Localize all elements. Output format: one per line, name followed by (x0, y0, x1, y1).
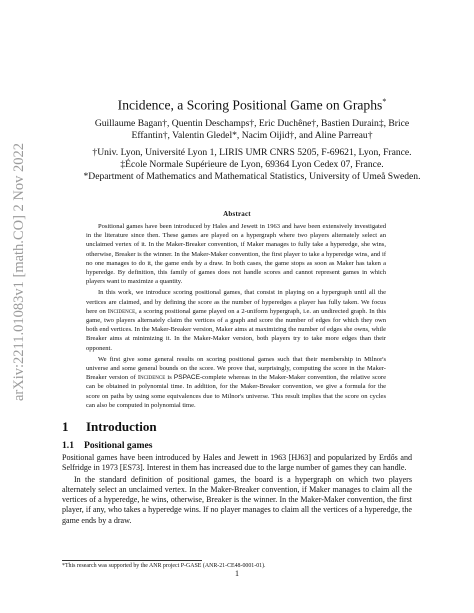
page-number: 1 (235, 569, 239, 578)
game-name: Incidence (107, 307, 136, 315)
subsection-heading (62, 440, 153, 451)
complexity-class: PSPACE (173, 374, 200, 382)
footnote: *This research was supported by the ANR project P-GASE (ANR-21-CE48-0001-01). (62, 563, 266, 569)
affiliation-list (60, 147, 444, 184)
author-list (68, 118, 436, 142)
title-footnote-mark: * (382, 97, 387, 106)
affiliation-line: ‡École Normale Supérieure de Lyon, 69364 Lyon Cedex 07, France. (120, 159, 384, 171)
footnote-rule (62, 560, 202, 561)
abstract-paragraph (86, 355, 386, 410)
author-line: Guillaume Bagan†, Quentin Deschamps†, Eric Duchêne†, Bastien Durain‡, Brice (94, 118, 410, 129)
author-line: Effantin†, Valentin Gledel*, Nacim Oijid†, and Aline Parreau† (131, 130, 373, 142)
abstract-heading: Abstract (223, 210, 251, 218)
game-name: Incidence (137, 374, 166, 382)
body-paragraph: Positional games have been introduced by Hales and Jewett in 1963 [HJ63] and popularized by Erdős and Selfridge in 1973 [ES73]. Interest in them has increased due to the large number of games they can handle. (62, 453, 412, 473)
section-number: 1 (62, 419, 69, 434)
body-paragraph: In the standard definition of positional games, the board is a hypergraph on which two players alternately select an unclaimed vertex. In the Maker-Breaker convention, if Maker manages to claim all the vertices of a hyperedge, he wins, otherwise, Breaker is the winner. In the Maker-Maker convention, the first player, if any, who takes a hyperedge wins. If no player manages to claim all the vertices of a hyperedge, the game ends by a draw. (62, 474, 412, 525)
abstract-body (86, 222, 386, 412)
paper-title (50, 93, 454, 114)
abstract-paragraph (86, 288, 386, 352)
abstract-text: , a scoring positional game played on a 2-uniform hypergraph, i.e. an undirected graph. In this game, two players alternately claim the vertices of a graph and score the number of edges for which they own both end vertices. In the Maker-Breaker version, Maker aims at maximizing the number of edges she owns, while Breaker aims at minimizing it. In the Maker-Maker version, both players try to take more edges than their opponent. (86, 307, 386, 352)
abstract-text: -complete whereas in the Maker-Maker convention, the relative score can be obtained in polynomial time. In addition, for the Maker-Breaker convention, we give a formula for the score on paths by using some equivalences due to Milnor's universe. This result implies that the score on cycles can also be computed in polynomial time. (86, 374, 387, 409)
title-text: Incidence, a Scoring Positional Game on Graphs (117, 97, 383, 113)
abstract-paragraph: Positional games have been introduced by Hales and Jewett in 1963 and have been extensively investigated in the literature since then. These games are played on a hypergraph where two players alternately select an unclaimed vertex of it. In the Maker-Breaker convention, if Maker manages to fully take a hyperedge, she wins, otherwise, Breaker is the winner. In the Maker-Maker convention, the first player to take a hyperedge wins, and if no one manages to do it, the game ends by a draw. In both cases, the game stops as soon as Maker has taken a hyperedge. By definition, this family of games does not handle scores and cannot represent games in which players want to maximize a quantity. (86, 223, 386, 286)
abstract-text: In this work, we introduce scoring positional games, that consist in playing on a hypergraph until all the vertices are claimed, and by defining the score as the number of hyperedges a player has fully taken. We focus here on (86, 289, 386, 315)
subsection-number: 1.1 (62, 440, 74, 451)
abstract-text: is (165, 374, 174, 382)
body-text (62, 453, 412, 526)
section-title: Introduction (86, 419, 157, 434)
affiliation-line: *Department of Mathematics and Mathematical Statistics, University of Umeå Sweden. (83, 171, 421, 183)
section-heading (62, 419, 157, 435)
arxiv-identifier: arXiv:2211.01083v1 [math.CO] 2 Nov 2022 (11, 142, 27, 402)
abstract-text: We first give some general results on scoring positional games such that their membership in Milnor's universe and some general bounds on the score. We prove that, surprisingly, computing the score in the Maker-Breaker version of (86, 355, 386, 382)
subsection-title: Positional games (84, 440, 153, 451)
affiliation-line: †Univ. Lyon, Université Lyon 1, LIRIS UMR CNRS 5205, F-69621, Lyon, France. (92, 147, 412, 158)
